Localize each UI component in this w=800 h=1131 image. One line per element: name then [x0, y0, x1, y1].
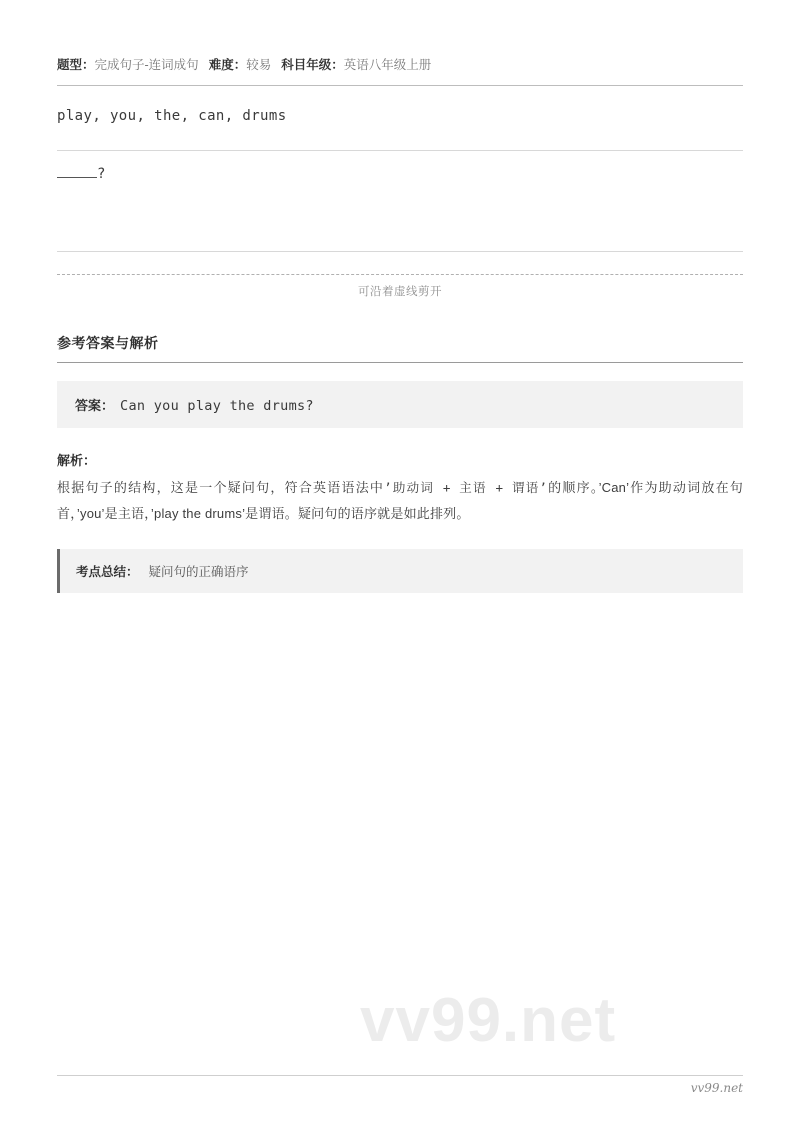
watermark: vv99.net — [360, 986, 617, 1055]
answer-section-title: 参考答案与解析 — [57, 335, 159, 351]
explanation-label: 解析： — [57, 453, 97, 468]
document-content — [57, 55, 743, 593]
question-meta — [57, 55, 743, 85]
meta-subject-value: 英语八年级上册 — [343, 58, 432, 72]
write-area-divider — [57, 251, 743, 252]
question-words: play, you, the, can, drums — [57, 108, 287, 124]
answer-box — [57, 381, 743, 428]
answer-label: 答案： — [75, 398, 115, 413]
answer-blank-mark: ? — [97, 166, 106, 182]
key-point-box — [57, 549, 743, 593]
key-point-text: 疑问句的正确语序 — [148, 565, 249, 579]
answer-blank-line — [57, 166, 106, 182]
meta-difficulty-value: 较易 — [246, 58, 272, 72]
meta-difficulty-label: 难度： — [208, 58, 247, 72]
explanation-part-2: ’助动词 + 主语 + 谓语’ — [384, 480, 548, 495]
answer-section-divider — [57, 362, 743, 363]
cut-note: 可沿着虚线剪开 — [358, 286, 442, 298]
meta-subject-label: 科目年级： — [281, 58, 344, 72]
explanation-text — [57, 475, 743, 527]
meta-type-value: 完成句子-连词成句 — [94, 58, 199, 72]
footer-divider — [57, 1075, 743, 1076]
blank-underline — [57, 167, 97, 178]
meta-type-label: 题型： — [57, 58, 95, 72]
explanation-part-3: 的顺序。’Can’作为助动词放在句首，’you’是主语，’play the drums’是谓语。疑问句的语序就是如此排列。 — [57, 480, 743, 521]
footer-site-name: vv99.net — [690, 1081, 743, 1095]
answer-text: Can you play the drums? — [120, 398, 314, 414]
answer-write-area — [57, 151, 743, 251]
explanation-part-1: 根据句子的结构，这是一个疑问句，符合英语语法中 — [57, 480, 385, 495]
key-point-label: 考点总结： — [76, 565, 139, 579]
